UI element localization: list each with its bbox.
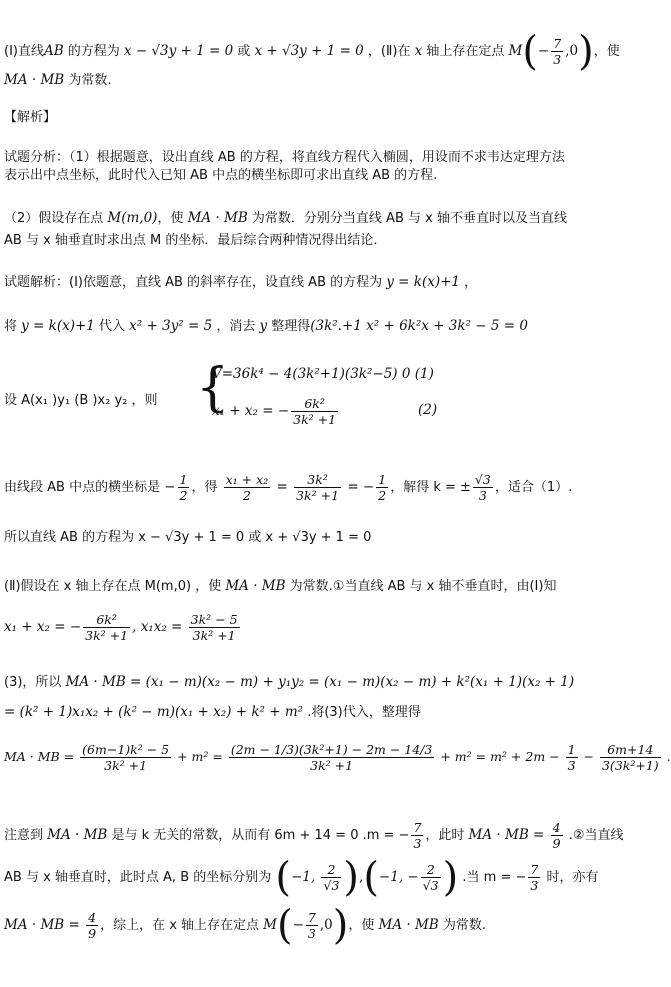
fraction	[473, 472, 493, 503]
vector-expr: MA · MB	[65, 674, 126, 690]
text: 代入	[94, 319, 130, 334]
vector-expr: MA · MB	[187, 210, 248, 226]
paren: (	[363, 854, 379, 901]
math: = m² + 2m −	[471, 749, 564, 764]
num: 7	[553, 36, 562, 51]
vector-expr: MA · MB	[47, 827, 108, 843]
num: 3k²	[294, 472, 341, 488]
num: 1	[567, 742, 576, 757]
math: M	[263, 917, 277, 933]
math: x + √3y + 1 = 0	[254, 43, 364, 59]
answer-line-2	[4, 70, 626, 91]
text: ，消去	[212, 319, 260, 334]
text: 设 A(x₁ )y₁ (B )x₂ y₂ ，则	[4, 393, 158, 408]
text: ，使	[157, 211, 188, 226]
fraction	[421, 862, 441, 893]
text: 为常数.	[438, 918, 486, 933]
text: ，使	[593, 44, 620, 59]
num: 4	[552, 820, 561, 835]
solution-line-10	[4, 742, 671, 773]
den: 9	[88, 926, 97, 941]
den: 3	[530, 878, 539, 893]
fraction	[411, 820, 423, 851]
den: 3k² +1	[296, 488, 340, 503]
vector-expr: MA · MB	[468, 827, 529, 843]
paren: (	[522, 28, 538, 75]
num: (2m − 1/3)(3k²+1) − 2m − 14/3	[230, 742, 433, 757]
solution-line-6	[4, 576, 626, 597]
text: ，	[460, 275, 478, 290]
num: 6k²	[291, 396, 338, 412]
fraction	[83, 612, 130, 643]
text: ，综上，在 x 轴上存在定点	[100, 918, 264, 933]
text: ，得	[191, 480, 222, 495]
den: 2	[378, 488, 387, 503]
math: x − √3y + 1 = 0	[123, 43, 234, 59]
text: 的方程为	[63, 44, 124, 59]
text: 由线段 AB 中点的横坐标是	[4, 480, 165, 495]
solution-line-2	[4, 316, 626, 337]
fraction	[189, 612, 240, 643]
math: =	[64, 917, 85, 933]
text: 为常数.①当直线 AB 与 x 轴不垂直时，由(Ⅰ)知	[285, 579, 557, 594]
paren: )	[578, 28, 594, 75]
text: ，解得 k = ±	[390, 480, 471, 495]
math: (3k².+1 x² + 6k²x + 3k² − 5 = 0	[310, 318, 528, 334]
num: 2	[421, 862, 441, 878]
math: = −	[343, 479, 375, 495]
text: 将	[4, 319, 22, 334]
math: =	[59, 749, 79, 764]
den: 3	[567, 758, 576, 773]
num: 4	[88, 910, 97, 925]
den: 3	[413, 836, 422, 851]
math: −1, −	[378, 869, 419, 885]
fraction	[376, 472, 388, 503]
num: 6m+14	[600, 742, 661, 758]
fraction	[224, 472, 271, 503]
fraction	[80, 742, 171, 773]
solution-line-4	[4, 472, 626, 503]
text: .②当直线	[564, 828, 624, 843]
fraction	[86, 910, 98, 941]
den: 2	[242, 488, 251, 503]
math: y = k(x)+1	[386, 274, 461, 290]
solution-line-5: 所以直线 AB 的方程为 x − √3y + 1 = 0 或 x + √3y + 1 = 0	[4, 530, 372, 545]
vector-expr: MA · MB	[4, 749, 60, 764]
math: M	[508, 43, 523, 59]
den: 2	[179, 488, 188, 503]
math: −	[164, 479, 176, 495]
fraction	[294, 472, 341, 503]
text: .当 m = −	[458, 870, 527, 885]
text: 是与 k 无关的常数，从而有 6m + 14 = 0 .m = −	[107, 828, 410, 843]
fraction	[178, 472, 190, 503]
system-brace: {	[196, 358, 230, 418]
fraction	[229, 742, 435, 773]
num: 7	[530, 862, 539, 877]
vector-expr: MA · MB	[4, 917, 65, 933]
math: , x₁x₂ =	[132, 619, 187, 635]
den: 3k² +1	[104, 758, 148, 773]
math: + m²	[436, 749, 472, 764]
math: = (k² + 1)x₁x₂ + (k² − m)(x₁ + x₂) + k² + m²	[4, 704, 304, 720]
den: √3	[422, 878, 439, 893]
paren: (	[276, 902, 293, 949]
paren: (	[275, 854, 291, 901]
den: 3	[478, 488, 487, 503]
num: 6k²	[83, 612, 130, 628]
text: 整理得	[267, 319, 311, 334]
analysis-line-2: 表示出中点坐标，此时代入已知 AB 中点的横坐标即可求出直线 AB 的方程.	[4, 168, 438, 183]
num: 2	[321, 862, 341, 878]
text: 时，亦有	[542, 870, 599, 885]
fraction	[306, 910, 318, 941]
paren: )	[332, 902, 349, 949]
text: (Ⅱ)假设在 x 轴上存在点 M(m,0) ，使	[4, 579, 226, 594]
math: =	[272, 479, 293, 495]
vector-expr: MA · MB	[378, 917, 439, 933]
math: x₁ + x₂ = −	[212, 403, 290, 419]
den: 3k² +1	[192, 628, 236, 643]
text: ，适合（1）.	[494, 480, 573, 495]
math: x₁ + x₂ = −	[4, 619, 82, 635]
text: (3)，所以	[4, 675, 66, 690]
num: x₁ + x₂	[225, 472, 269, 487]
math: x	[414, 43, 423, 59]
paren: )	[442, 854, 459, 901]
text: .将(3)代入，整理得	[303, 705, 421, 720]
solution-line-13: MA · MB = $\frac{4}{9}$ ，综上，在 x 轴上存在定点 M(− $\frac{7}{3}$ ,0)，使 MA · MB 为常数.	[4, 902, 486, 949]
math: y = k(x)+1	[21, 318, 95, 334]
system-eq-2-tag: (2)	[418, 402, 438, 418]
math: AB	[43, 43, 64, 59]
math: = (x₁ − m)(x₂ − m) + y₁y₂ = (x₁ − m)(x₂ − m) + k²(x₁ + 1)(x₂ + 1)	[125, 674, 575, 690]
vector-expr: MA · MB	[4, 72, 65, 88]
solution-line-1	[4, 272, 626, 293]
vector-expr: MA · MB	[225, 578, 286, 594]
text: （2）假设存在点	[4, 211, 108, 226]
den: 3	[307, 926, 316, 941]
text: (Ⅰ)直线	[4, 44, 44, 59]
fraction	[551, 36, 563, 67]
den: √3	[323, 878, 340, 893]
system-eq-1: V=36k⁴ − 4(3k²+1)(3k²−5) 0 (1)	[212, 366, 434, 382]
num: 1	[378, 472, 387, 487]
solution-line-9	[4, 702, 626, 723]
text: 轴上存在定点	[422, 44, 509, 59]
num: 3k² − 5	[190, 612, 238, 627]
solution-line-7	[4, 612, 626, 643]
math: −	[579, 749, 598, 764]
text: 试题解析：(Ⅰ)依题意，直线 AB 的斜率存在，设直线 AB 的方程为	[4, 275, 387, 290]
paren: )	[343, 854, 360, 901]
den: 3k² +1	[293, 412, 337, 427]
math: + m² =	[173, 749, 227, 764]
fraction	[528, 862, 540, 893]
fraction	[600, 742, 661, 773]
text: 注意到	[4, 828, 48, 843]
text: AB 与 x 轴垂直时，此时点 A, B 的坐标分别为	[4, 870, 276, 885]
num: √3	[474, 472, 491, 487]
solution-line-12: AB 与 x 轴垂直时，此时点 A, B 的坐标分别为 (−1, $\frac{2}{√3}$ ),(−1, − $\frac{2}{√3}$ ) .当 m = − $\frac{7}{3}$ 时，亦有	[4, 854, 599, 901]
solution-line-8	[4, 672, 626, 693]
fraction	[321, 862, 341, 893]
text: 或	[233, 44, 255, 59]
section-heading: 【解析】	[4, 110, 57, 125]
math: =	[528, 827, 549, 843]
fraction	[291, 396, 338, 427]
num: 7	[307, 910, 316, 925]
den: 3k² +1	[85, 628, 129, 643]
math: −1,	[291, 869, 320, 885]
text: 为常数.	[64, 73, 112, 88]
den: 3	[553, 52, 562, 67]
num: 1	[179, 472, 188, 487]
math: .	[662, 749, 671, 764]
text: ，使	[348, 918, 379, 933]
analysis-line-4: AB 与 x 轴垂直时求出点 M 的坐标．最后综合两种情况得出结论．	[4, 233, 387, 248]
math: y	[259, 318, 268, 334]
math: x² + 3y² = 5	[129, 318, 213, 334]
den: 3k² +1	[310, 758, 354, 773]
num: 7	[413, 820, 422, 835]
num: (6m−1)k² − 5	[82, 742, 170, 757]
fraction	[566, 742, 578, 773]
text: ，(Ⅱ)在	[363, 44, 415, 59]
den: 9	[552, 836, 561, 851]
text: 为常数．分别分当直线 AB 与 x 轴不垂直时以及当直线	[247, 211, 567, 226]
text: ，此时	[425, 828, 469, 843]
den: 3(3k²+1)	[601, 758, 659, 773]
analysis-line-3	[4, 208, 626, 229]
solution-line-11	[4, 820, 626, 851]
fraction	[551, 820, 563, 851]
analysis-line-1: 试题分析：（1）根据题意，设出直线 AB 的方程，将直线方程代入椭圆，用设而不求韦达定理方法	[4, 150, 565, 165]
math: M(m,0)	[107, 210, 158, 226]
answer-line-1: (Ⅰ)直线AB 的方程为 x − √3y + 1 = 0 或 x + √3y + 1 = 0 ，(Ⅱ)在 x 轴上存在定点 M(− $\frac{7}{3}$ ,0)，使	[4, 28, 620, 75]
